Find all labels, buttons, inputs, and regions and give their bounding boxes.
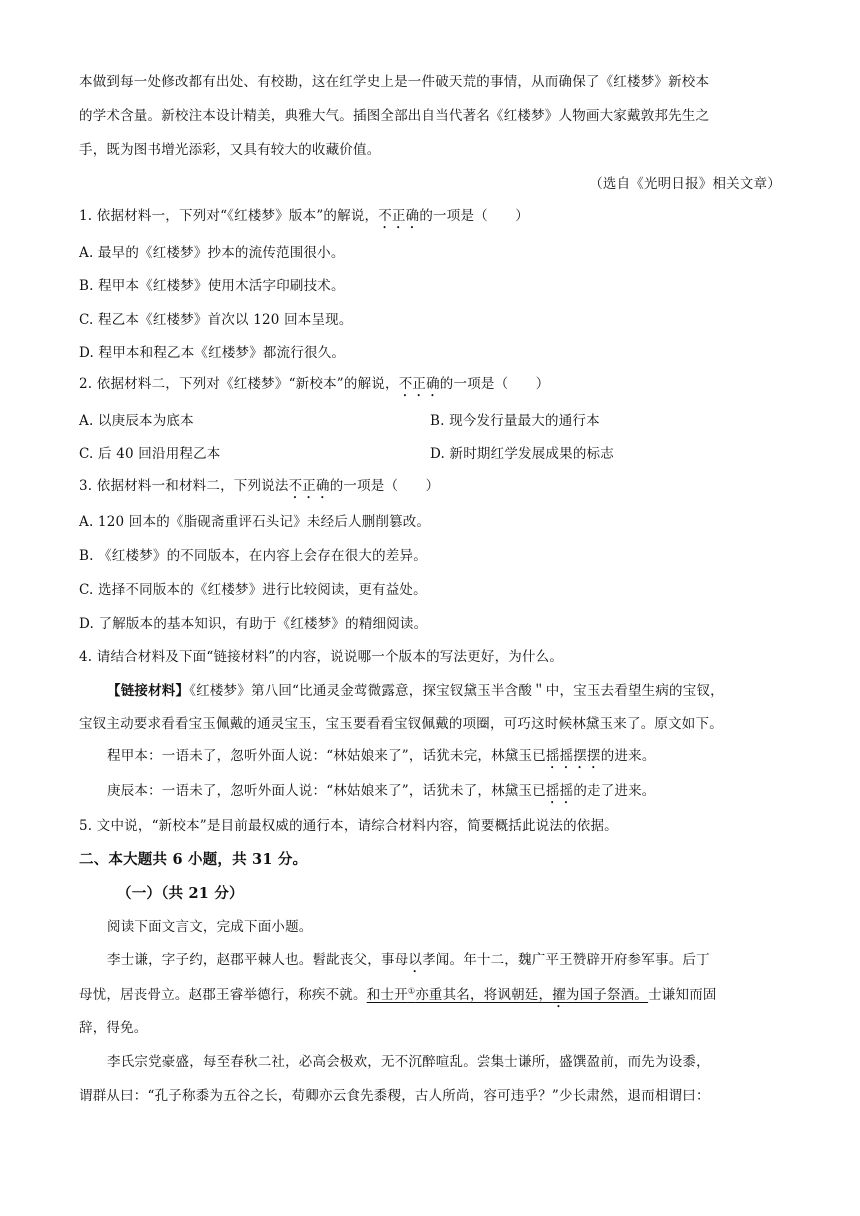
classical-text-line: 谓群从曰：“孔子称黍为五谷之长，荀卿亦云食先黍稷，古人所尚，容可违乎？”少长肃然，退而相谓曰： xyxy=(79,1088,710,1104)
question-stem-end: 的一项是（ ） xyxy=(439,376,550,392)
question-2 xyxy=(79,374,781,400)
emphasis-text: 擢 xyxy=(552,987,566,1003)
instruction-text: 阅读下面文言文，完成下面小题。 xyxy=(107,919,313,935)
question-4: 4. 请结合材料及下面“链接材料”的内容，说说哪一个版本的写法更好，为什么。 xyxy=(79,649,564,665)
option-c: C. 选择不同版本的《红楼梦》进行比较阅读，更有益处。 xyxy=(79,582,427,598)
emphasis-text: 以 xyxy=(408,952,423,968)
passage-line: 手，既为图书增光添彩，又具有较大的收藏价值。 xyxy=(79,142,381,158)
classical-text-line: 辞，得免。 xyxy=(79,1020,148,1036)
option-a: A. 120 回本的《脂砚斋重评石头记》未经后人删削篡改。 xyxy=(79,514,431,530)
option-d: D. 新时期红学发展成果的标志 xyxy=(430,446,614,462)
passage-line: 本做到每一处修改都有出处、有校勘，这在红学史上是一件破天荒的事情，从而确保了《红楼梦》新校本 xyxy=(79,74,710,90)
question-3 xyxy=(79,476,781,502)
emphasis-text: 摇摇摆摆 xyxy=(545,748,601,764)
option-b: B. 现今发行量最大的通行本 xyxy=(430,413,600,429)
emphasis-text: 不正确 xyxy=(288,478,330,494)
footnote-marker: ① xyxy=(407,986,416,996)
question-stem: 2. 依据材料二，下列对《红楼梦》“新校本”的解说， xyxy=(79,376,399,392)
section-title: 二、本大题共 6 小题，共 31 分。 xyxy=(79,851,308,868)
classical-text-line: 母忧，居丧骨立。赵郡王睿举德行，称疾不就。和士开①亦重其名，将讽朝廷，擢为国子祭酒。士谦知而固 xyxy=(79,986,717,1003)
link-material-tag: 【链接材料】 xyxy=(107,683,190,699)
subsection-title: （一）（共 21 分） xyxy=(117,885,244,902)
link-material-line: 宝钗主动要求看看宝玉佩戴的通灵宝玉，宝玉要看看宝钗佩戴的项圈，可巧这时候林黛玉来了。原文如下。 xyxy=(79,716,723,732)
option-b: B. 程甲本《红楼梦》使用木活字印刷技术。 xyxy=(79,278,345,294)
emphasis-text: 不正确 xyxy=(398,376,440,392)
option-a: A. 最早的《红楼梦》抄本的流传范围很小。 xyxy=(79,245,345,261)
question-stem: 3. 依据材料一和材料二，下列说法 xyxy=(79,478,289,494)
question-stem-end: 的一项是（ ） xyxy=(419,208,529,224)
question-5: 5. 文中说，“新校本”是目前最权威的通行本，请综合材料内容，简要概括此说法的依据。 xyxy=(79,818,618,834)
option-c: C. 程乙本《红楼梦》首次以 120 回本呈现。 xyxy=(79,312,353,328)
question-stem: 1. 依据材料一，下列对“《红楼梦》版本”的解说， xyxy=(79,208,379,224)
underlined-sentence: 和士开①亦重其名，将讽朝廷，擢为国子祭酒。 xyxy=(366,986,649,1003)
link-material-text: 《红楼梦》第八回“比通灵金莺微露意，探宝钗黛玉半含酸＂中，宝玉去看望生病的宝钗， xyxy=(189,683,724,699)
option-d: D. 程甲本和程乙本《红楼梦》都流行很久。 xyxy=(79,345,346,361)
emphasis-text: 不正确 xyxy=(378,208,420,224)
passage-line: 的学术含量。新校注本设计精美，典雅大气。插图全部出自当代著名《红楼梦》人物画大家戴敦邦先生之 xyxy=(79,108,710,124)
gengchen-version: 庚辰本：一语未了，忽听外面人说：“林姑娘来了”，话犹未了，林黛玉已摇摇的走了进来。 xyxy=(107,783,656,799)
classical-text-line: 李氏宗党豪盛，每至春秋二社，必高会极欢，无不沉醉喧乱。尝集士谦所，盛馔盈前，而先为设黍， xyxy=(107,1054,710,1070)
classical-text-line: 李士谦，字子约，赵郡平棘人也。髫龀丧父，事母以孝闻。年十二，魏广平王赞辟开府参军事。后丁 xyxy=(107,952,710,968)
option-d: D. 了解版本的基本知识，有助于《红楼梦》的精细阅读。 xyxy=(79,616,428,632)
emphasis-text: 摇摇 xyxy=(545,783,574,799)
passage-source: （选自《光明日报》相关文章） xyxy=(589,176,781,192)
question-1 xyxy=(79,206,781,232)
link-material-line xyxy=(107,681,781,701)
chengjia-version: 程甲本：一语未了，忽听外面人说：“林姑娘来了”，话犹未完，林黛玉已摇摇摆摆的进来。 xyxy=(107,748,656,764)
option-a: A. 以庚辰本为底本 xyxy=(79,413,194,429)
question-stem-end: 的一项是（ ） xyxy=(329,478,440,494)
option-c: C. 后 40 回沿用程乙本 xyxy=(79,446,221,462)
option-b: B. 《红楼梦》的不同版本，在内容上会存在很大的差异。 xyxy=(79,548,427,564)
